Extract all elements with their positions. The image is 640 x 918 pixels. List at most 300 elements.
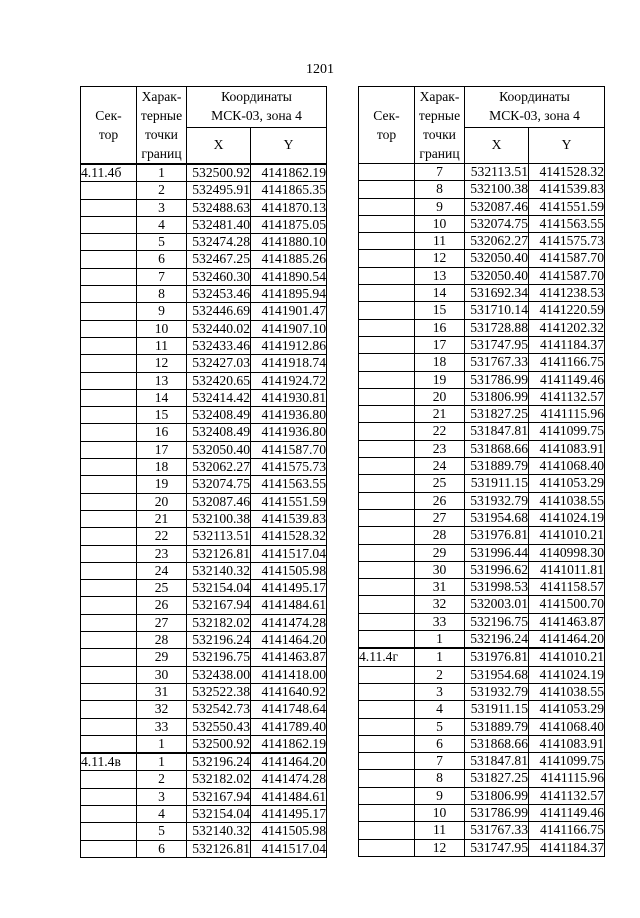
x-coordinate-cell: 532196.75 (465, 613, 529, 630)
point-cell: 22 (415, 423, 465, 440)
point-cell: 14 (415, 285, 465, 302)
header-points-line4: границ (419, 146, 460, 161)
y-coordinate-cell: 4141912.86 (251, 337, 327, 354)
x-coordinate-cell: 532100.38 (187, 510, 251, 527)
x-coordinate-cell: 532196.24 (187, 753, 251, 771)
point-cell: 12 (415, 839, 465, 856)
table-row (81, 805, 327, 822)
table-row (81, 528, 327, 545)
table-row (81, 216, 327, 233)
point-cell: 1 (137, 735, 187, 753)
sector-cell (81, 476, 137, 493)
header-coordinates-line2: МСК-03, зона 4 (211, 108, 302, 123)
table-row (81, 337, 327, 354)
point-cell: 24 (415, 458, 465, 475)
sector-cell (359, 181, 415, 198)
x-coordinate-cell: 531889.79 (465, 458, 529, 475)
table-row (81, 840, 327, 857)
y-coordinate-cell: 4141158.57 (529, 579, 605, 596)
x-coordinate-cell: 532196.75 (187, 649, 251, 666)
header-x: X (465, 127, 529, 163)
y-coordinate-cell: 4141184.37 (529, 336, 605, 353)
point-cell: 8 (415, 770, 465, 787)
sector-cell (81, 268, 137, 285)
sector-cell (81, 528, 137, 545)
point-cell: 9 (415, 198, 465, 215)
y-coordinate-cell: 4141551.59 (529, 198, 605, 215)
page-number: 1201 (306, 62, 334, 77)
point-cell: 16 (415, 319, 465, 336)
sector-cell (81, 701, 137, 718)
table-row (81, 286, 327, 303)
x-coordinate-cell: 532481.40 (187, 216, 251, 233)
y-coordinate-cell: 4141132.57 (529, 388, 605, 405)
x-coordinate-cell: 532500.92 (187, 735, 251, 753)
table-row (81, 580, 327, 597)
x-coordinate-cell: 532488.63 (187, 199, 251, 216)
sector-cell (81, 216, 137, 233)
table-row (81, 718, 327, 735)
point-cell: 30 (137, 666, 187, 683)
sector-cell (81, 632, 137, 649)
header-points-line2: терные (418, 108, 461, 123)
sector-cell (81, 424, 137, 441)
point-cell: 18 (137, 459, 187, 476)
table-row (81, 510, 327, 527)
x-coordinate-cell: 532050.40 (465, 267, 529, 284)
sector-cell (359, 233, 415, 250)
table-row (81, 735, 327, 753)
y-coordinate-cell: 4141053.29 (529, 701, 605, 718)
sector-cell (81, 771, 137, 788)
table-row (81, 199, 327, 216)
x-coordinate-cell: 532433.46 (187, 337, 251, 354)
y-coordinate-cell: 4141890.54 (251, 268, 327, 285)
sector-cell (81, 372, 137, 389)
x-coordinate-cell: 532438.00 (187, 666, 251, 683)
point-cell: 3 (415, 683, 465, 700)
table-row (359, 683, 605, 700)
point-cell: 13 (415, 267, 465, 284)
table-row (81, 701, 327, 718)
y-coordinate-cell: 4141539.83 (251, 510, 327, 527)
header-coordinates-line2: МСК-03, зона 4 (489, 108, 580, 123)
x-coordinate-cell: 532003.01 (465, 596, 529, 613)
sector-cell (359, 164, 415, 181)
table-row (81, 407, 327, 424)
table-row (81, 320, 327, 337)
x-coordinate-cell: 531767.33 (465, 822, 529, 839)
table-row (81, 614, 327, 631)
sector-cell (81, 545, 137, 562)
point-cell: 10 (415, 215, 465, 232)
sector-cell (81, 251, 137, 268)
sector-cell (359, 336, 415, 353)
y-coordinate-cell: 4141505.98 (251, 562, 327, 579)
table-row (81, 459, 327, 476)
sector-cell (359, 215, 415, 232)
sector-cell (359, 753, 415, 770)
table-row (359, 164, 605, 181)
y-coordinate-cell: 4141930.81 (251, 389, 327, 406)
header-sector (81, 87, 137, 165)
y-coordinate-cell: 4141748.64 (251, 701, 327, 718)
table-row (359, 544, 605, 561)
y-coordinate-cell: 4141587.70 (251, 441, 327, 458)
sector-cell (359, 423, 415, 440)
x-coordinate-cell: 532196.24 (465, 631, 529, 649)
table-row (359, 267, 605, 284)
sector-cell (359, 579, 415, 596)
point-cell: 9 (415, 787, 465, 804)
table-row (359, 354, 605, 371)
table-row (81, 234, 327, 251)
x-coordinate-cell: 532140.32 (187, 562, 251, 579)
header-points-line3: точки (423, 127, 456, 142)
point-cell: 19 (137, 476, 187, 493)
y-coordinate-cell: 4141865.35 (251, 182, 327, 199)
table-row (359, 787, 605, 804)
point-cell: 26 (137, 597, 187, 614)
table-row (359, 440, 605, 457)
table-row (81, 251, 327, 268)
y-coordinate-cell: 4141011.81 (529, 561, 605, 578)
table-row (359, 492, 605, 509)
x-coordinate-cell: 532440.02 (187, 320, 251, 337)
coordinates-table-right (358, 86, 605, 857)
header-y: Y (529, 127, 605, 163)
table-row (359, 371, 605, 388)
point-cell: 12 (415, 250, 465, 267)
y-coordinate-cell: 4141789.40 (251, 718, 327, 735)
table-row (359, 458, 605, 475)
y-coordinate-cell: 4141517.04 (251, 840, 327, 857)
sector-cell (359, 198, 415, 215)
table-row (359, 718, 605, 735)
x-coordinate-cell: 532062.27 (187, 459, 251, 476)
sector-cell (81, 718, 137, 735)
header-points-line1: Харак- (141, 89, 182, 104)
x-coordinate-cell: 532427.03 (187, 355, 251, 372)
table-row (359, 198, 605, 215)
point-cell: 22 (137, 528, 187, 545)
x-coordinate-cell: 532154.04 (187, 805, 251, 822)
table-row (359, 735, 605, 752)
sector-cell (359, 804, 415, 821)
point-cell: 1 (137, 753, 187, 771)
sector-cell (359, 509, 415, 526)
point-cell: 20 (415, 388, 465, 405)
y-coordinate-cell: 4141563.55 (251, 476, 327, 493)
table-row (359, 475, 605, 492)
x-coordinate-cell: 532113.51 (465, 164, 529, 181)
sector-cell (81, 562, 137, 579)
y-coordinate-cell: 4141038.55 (529, 492, 605, 509)
sector-cell (359, 458, 415, 475)
sector-cell (81, 320, 137, 337)
x-coordinate-cell: 531847.81 (465, 753, 529, 770)
table-row (81, 753, 327, 771)
point-cell: 25 (137, 580, 187, 597)
y-coordinate-cell: 4141053.29 (529, 475, 605, 492)
sector-cell (359, 371, 415, 388)
point-cell: 10 (415, 804, 465, 821)
point-cell: 29 (137, 649, 187, 666)
sector-cell (81, 614, 137, 631)
table-row (81, 476, 327, 493)
sector-cell (81, 597, 137, 614)
point-cell: 33 (137, 718, 187, 735)
table-row (359, 215, 605, 232)
y-coordinate-cell: 4141517.04 (251, 545, 327, 562)
y-coordinate-cell: 4141901.47 (251, 303, 327, 320)
table-row (359, 596, 605, 613)
point-cell: 28 (137, 632, 187, 649)
x-coordinate-cell: 532453.46 (187, 286, 251, 303)
table-row (359, 666, 605, 683)
x-coordinate-cell: 532550.43 (187, 718, 251, 735)
x-coordinate-cell: 532167.94 (187, 597, 251, 614)
x-coordinate-cell: 532182.02 (187, 771, 251, 788)
sector-cell (359, 250, 415, 267)
y-coordinate-cell: 4141010.21 (529, 648, 605, 666)
header-points (137, 87, 187, 165)
point-cell: 7 (415, 164, 465, 181)
sector-cell (81, 286, 137, 303)
x-coordinate-cell: 531786.99 (465, 371, 529, 388)
sector-cell: 4.11.4в (81, 753, 137, 771)
sector-cell (359, 302, 415, 319)
point-cell: 6 (137, 251, 187, 268)
point-cell: 11 (415, 233, 465, 250)
x-coordinate-cell: 531827.25 (465, 770, 529, 787)
sector-cell (359, 839, 415, 856)
x-coordinate-cell: 532182.02 (187, 614, 251, 631)
sector-cell (359, 440, 415, 457)
point-cell: 8 (137, 286, 187, 303)
point-cell: 1 (415, 648, 465, 666)
y-coordinate-cell: 4141202.32 (529, 319, 605, 336)
table-row (359, 319, 605, 336)
point-cell: 3 (137, 788, 187, 805)
x-coordinate-cell: 531868.66 (465, 735, 529, 752)
x-coordinate-cell: 531827.25 (465, 406, 529, 423)
y-coordinate-cell: 4141238.53 (529, 285, 605, 302)
table-body-right (359, 164, 605, 857)
table-row (359, 423, 605, 440)
point-cell: 11 (137, 337, 187, 354)
x-coordinate-cell: 532542.73 (187, 701, 251, 718)
sector-cell (359, 596, 415, 613)
header-coordinates (465, 87, 605, 128)
sector-cell (359, 267, 415, 284)
table-row (359, 388, 605, 405)
x-coordinate-cell: 532196.24 (187, 632, 251, 649)
header-sector (359, 87, 415, 164)
x-coordinate-cell: 532140.32 (187, 823, 251, 840)
y-coordinate-cell: 4141924.72 (251, 372, 327, 389)
point-cell: 31 (415, 579, 465, 596)
y-coordinate-cell: 4141575.73 (529, 233, 605, 250)
sector-cell (81, 199, 137, 216)
sector-cell (81, 234, 137, 251)
header-sector-line2: тор (98, 127, 119, 142)
sector-cell (359, 527, 415, 544)
sector-cell: 4.11.4б (81, 164, 137, 182)
x-coordinate-cell: 532126.81 (187, 840, 251, 857)
y-coordinate-cell: 4141166.75 (529, 354, 605, 371)
y-coordinate-cell: 4141640.92 (251, 683, 327, 700)
point-cell: 23 (137, 545, 187, 562)
point-cell: 16 (137, 424, 187, 441)
sector-cell (81, 459, 137, 476)
sector-cell (81, 303, 137, 320)
x-coordinate-cell: 531911.15 (465, 701, 529, 718)
sector-cell (81, 840, 137, 857)
y-coordinate-cell: 4141083.91 (529, 735, 605, 752)
y-coordinate-cell: 4141505.98 (251, 823, 327, 840)
table-row (81, 164, 327, 182)
sector-cell (81, 666, 137, 683)
y-coordinate-cell: 4141068.40 (529, 718, 605, 735)
sector-cell (81, 182, 137, 199)
y-coordinate-cell: 4141907.10 (251, 320, 327, 337)
x-coordinate-cell: 532446.69 (187, 303, 251, 320)
header-points-line3: точки (145, 127, 178, 142)
x-coordinate-cell: 532062.27 (465, 233, 529, 250)
table-row (359, 822, 605, 839)
sector-cell (359, 787, 415, 804)
y-coordinate-cell: 4141132.57 (529, 787, 605, 804)
x-coordinate-cell: 532050.40 (187, 441, 251, 458)
table-row (359, 770, 605, 787)
y-coordinate-cell: 4141463.87 (251, 649, 327, 666)
x-coordinate-cell: 532414.42 (187, 389, 251, 406)
x-coordinate-cell: 532113.51 (187, 528, 251, 545)
header-points (415, 87, 465, 164)
x-coordinate-cell: 531998.53 (465, 579, 529, 596)
sector-cell (81, 823, 137, 840)
header-sector-line1: Сек- (373, 108, 400, 123)
x-coordinate-cell: 531911.15 (465, 475, 529, 492)
y-coordinate-cell: 4141115.96 (529, 770, 605, 787)
x-coordinate-cell: 531976.81 (465, 648, 529, 666)
y-coordinate-cell: 4141495.17 (251, 580, 327, 597)
point-cell: 11 (415, 822, 465, 839)
point-cell: 2 (415, 666, 465, 683)
x-coordinate-cell: 531806.99 (465, 787, 529, 804)
table-row (359, 509, 605, 526)
point-cell: 8 (415, 181, 465, 198)
y-coordinate-cell: 4141149.46 (529, 371, 605, 388)
point-cell: 2 (137, 771, 187, 788)
table-row (81, 632, 327, 649)
y-coordinate-cell: 4141149.46 (529, 804, 605, 821)
point-cell: 17 (137, 441, 187, 458)
table-row (81, 268, 327, 285)
point-cell: 9 (137, 303, 187, 320)
table-row (359, 233, 605, 250)
y-coordinate-cell: 4141495.17 (251, 805, 327, 822)
point-cell: 4 (137, 805, 187, 822)
x-coordinate-cell: 532500.92 (187, 164, 251, 182)
sector-cell (359, 544, 415, 561)
table-row (359, 250, 605, 267)
sector-cell (359, 319, 415, 336)
sector-cell (81, 493, 137, 510)
sector-cell (81, 337, 137, 354)
x-coordinate-cell: 532074.75 (187, 476, 251, 493)
x-coordinate-cell: 531692.34 (465, 285, 529, 302)
point-cell: 21 (415, 406, 465, 423)
table-row (81, 355, 327, 372)
x-coordinate-cell: 531806.99 (465, 388, 529, 405)
y-coordinate-cell: 4141484.61 (251, 788, 327, 805)
point-cell: 5 (415, 718, 465, 735)
y-coordinate-cell: 4141463.87 (529, 613, 605, 630)
header-coordinates-line1: Координаты (499, 89, 570, 104)
x-coordinate-cell: 532460.30 (187, 268, 251, 285)
sector-cell (359, 701, 415, 718)
sector-cell (359, 683, 415, 700)
x-coordinate-cell: 532495.91 (187, 182, 251, 199)
x-coordinate-cell: 531954.68 (465, 666, 529, 683)
point-cell: 28 (415, 527, 465, 544)
sector-cell (359, 718, 415, 735)
y-coordinate-cell: 4141862.19 (251, 164, 327, 182)
table-row (81, 441, 327, 458)
sector-cell (81, 389, 137, 406)
x-coordinate-cell: 532087.46 (187, 493, 251, 510)
sector-cell (359, 613, 415, 630)
y-coordinate-cell: 4141464.20 (529, 631, 605, 649)
x-coordinate-cell: 531747.95 (465, 839, 529, 856)
y-coordinate-cell: 4141936.80 (251, 424, 327, 441)
point-cell: 27 (415, 509, 465, 526)
y-coordinate-cell: 4141115.96 (529, 406, 605, 423)
point-cell: 1 (137, 164, 187, 182)
table-row (359, 804, 605, 821)
x-coordinate-cell: 532050.40 (465, 250, 529, 267)
point-cell: 15 (415, 302, 465, 319)
x-coordinate-cell: 532408.49 (187, 424, 251, 441)
x-coordinate-cell: 532467.25 (187, 251, 251, 268)
header-points-line4: границ (141, 146, 182, 161)
table-row (359, 701, 605, 718)
y-coordinate-cell: 4141575.73 (251, 459, 327, 476)
sector-cell (359, 822, 415, 839)
table-row (81, 683, 327, 700)
sector-cell (81, 735, 137, 753)
table-row (81, 788, 327, 805)
y-coordinate-cell: 4141166.75 (529, 822, 605, 839)
point-cell: 20 (137, 493, 187, 510)
sector-cell (81, 510, 137, 527)
table-row (81, 389, 327, 406)
sector-cell (359, 285, 415, 302)
point-cell: 32 (137, 701, 187, 718)
x-coordinate-cell: 531747.95 (465, 336, 529, 353)
sector-cell (81, 805, 137, 822)
x-coordinate-cell: 532522.38 (187, 683, 251, 700)
header-points-line2: терные (140, 108, 183, 123)
x-coordinate-cell: 532100.38 (465, 181, 529, 198)
y-coordinate-cell: 4141418.00 (251, 666, 327, 683)
table-row (81, 493, 327, 510)
sector-cell (359, 631, 415, 649)
point-cell: 6 (415, 735, 465, 752)
y-coordinate-cell: 4141068.40 (529, 458, 605, 475)
